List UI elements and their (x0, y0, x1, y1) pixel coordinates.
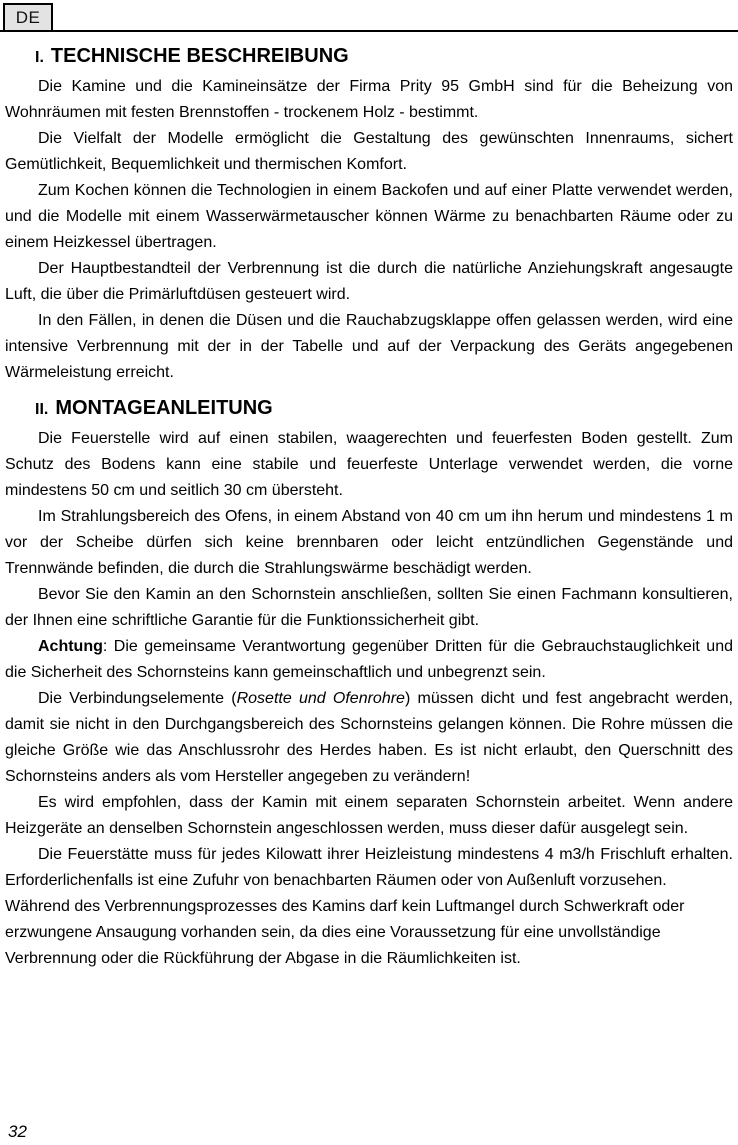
paragraph (5, 74, 733, 126)
text-run: Die Feuerstätte muss für jedes Kilowatt ihrer Heizleistung mindestens 4 m3/h Frischluft erhalten. Erforderlichenfalls ist eine Zufuhr von benachbarten Räumen oder von Außenluft vorzusehen. (5, 846, 733, 889)
italic-text-run: Rosette und Ofenrohre (236, 690, 405, 707)
section-number: II. (35, 401, 49, 418)
section-heading (35, 43, 733, 71)
paragraph (5, 842, 733, 894)
paragraph (5, 686, 733, 790)
text-run: : Die gemeinsame Verantwortung gegenüber Dritten für die Gebrauchstauglichkeit und die Sicherheit des Schornsteins kann gemeinschaftlich und unbegrenzt sein. (5, 638, 733, 681)
text-run: Während des Verbrennungsprozesses des Kamins darf kein Luftmangel durch Schwerkraft oder erzwungene Ansaugung vorhanden sein, da dies eine Voraussetzung für eine unvollständige Verbrennung oder die Rückführung der Abgase in die Räumlichkeiten ist. (5, 898, 685, 967)
paragraph (5, 308, 733, 386)
section-title: TECHNISCHE BESCHREIBUNG (50, 45, 349, 67)
text-run: Die Kamine und die Kamineinsätze der Firma Prity 95 GmbH sind für die Beheizung von Wohnräumen mit festen Brennstoffen - trockenem Holz - bestimmt. (5, 78, 733, 121)
paragraph (5, 790, 733, 842)
document-body (0, 32, 738, 972)
paragraph (5, 256, 733, 308)
paragraph (5, 178, 733, 256)
paragraph (5, 634, 733, 686)
paragraph (5, 582, 733, 634)
text-run: Es wird empfohlen, dass der Kamin mit einem separaten Schornstein arbeitet. Wenn andere Heizgeräte an denselben Schornstein angeschlossen werden, muss dieser dafür ausgelegt sein. (5, 794, 733, 837)
section-title: MONTAGEANLEITUNG (55, 397, 273, 419)
language-tab-de (3, 3, 53, 30)
paragraph (5, 426, 733, 504)
language-tab-label: DE (15, 7, 41, 27)
text-run: Im Strahlungsbereich des Ofens, in einem Abstand von 40 cm um ihn herum und mindestens 1 m vor der Scheibe dürfen sich keine brennbaren oder leicht entzündlichen Gegenstände und Trennwände befinden, die durch die Strahlungswärme beschädigt werden. (5, 508, 733, 577)
section-number: I. (35, 49, 44, 66)
paragraph (5, 504, 733, 582)
text-run: ) müssen dicht und fest angebracht werden, damit sie nicht in den Durchgangsbereich des Schornsteins gelangen können. Die Rohre müssen die gleiche Größe wie das Anschlussrohr des Herdes haben. Es ist nicht erlaubt, den Querschnitt des Schornsteins anders als vom Hersteller angegeben zu verändern! (5, 690, 733, 785)
text-run: Bevor Sie den Kamin an den Schornstein anschließen, sollten Sie einen Fachmann konsultieren, der Ihnen eine schriftliche Garantie für die Funktionssicherheit gibt. (5, 586, 733, 629)
text-run: Die Verbindungselemente ( (38, 690, 237, 707)
text-run: Die Vielfalt der Modelle ermöglicht die Gestaltung des gewünschten Innenraums, sichert Gemütlichkeit, Bequemlichkeit und thermischen Komfort. (5, 130, 733, 173)
text-run: Zum Kochen können die Technologien in einem Backofen und auf einer Platte verwendet werden, und die Modelle mit einem Wasserwärmetauscher können Wärme zu benachbarten Räume oder zu einem Heizkessel übertragen. (5, 182, 733, 251)
bold-text-run: Achtung (38, 638, 103, 655)
text-run: Der Hauptbestandteil der Verbrennung ist die durch die natürliche Anziehungskraft angesaugte Luft, die über die Primärluftdüsen gesteuert wird. (5, 260, 733, 303)
paragraph (5, 126, 733, 178)
text-run: Die Feuerstelle wird auf einen stabilen, waagerechten und feuerfesten Boden gestellt. Zum Schutz des Bodens kann eine stabile und feuerfeste Unterlage verwendet werden, die vorne mindestens 50 cm und seitlich 30 cm übersteht. (5, 430, 733, 499)
section-heading (35, 395, 733, 423)
paragraph (5, 894, 733, 972)
page-header (0, 0, 738, 32)
page-number: 32 (8, 1122, 27, 1141)
text-run: In den Fällen, in denen die Düsen und die Rauchabzugsklappe offen gelassen werden, wird eine intensive Verbrennung mit der in der Tabelle und auf der Verpackung des Geräts angegebenen Wärmeleistung erreicht. (5, 312, 733, 381)
